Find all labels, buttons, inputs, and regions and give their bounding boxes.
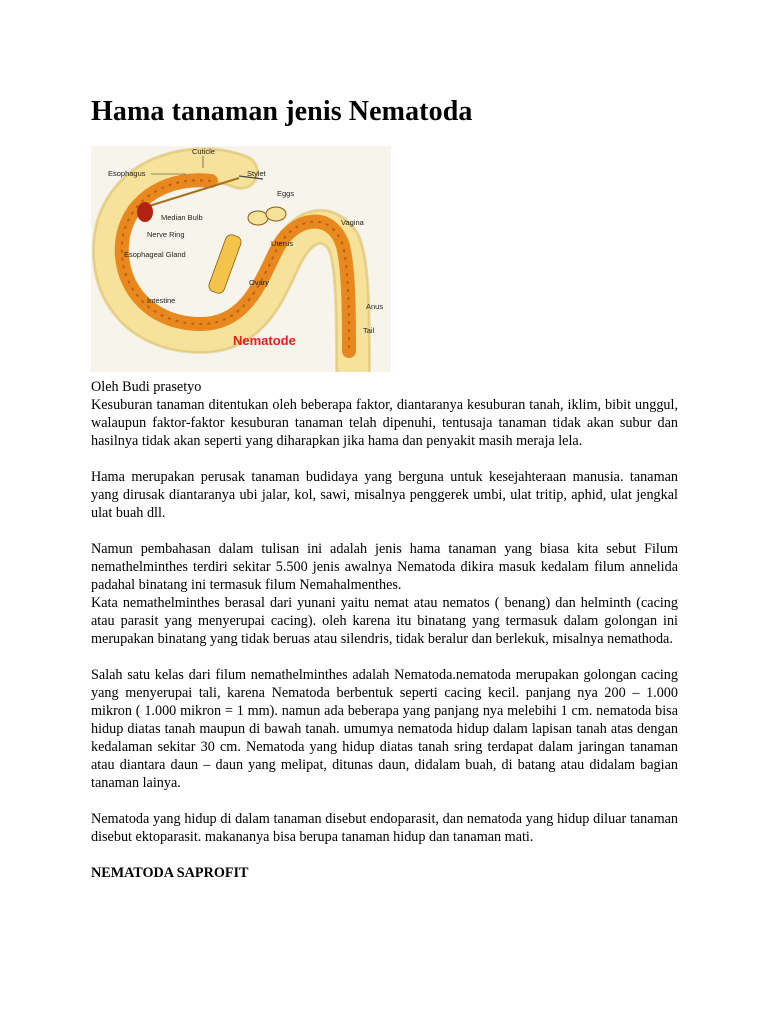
paragraph-pests: Hama merupakan perusak tanaman budidaya yang berguna untuk kesejahteraan manusia. tanaman yang dirusak diantaranya ubi jalar, kol, sawi, misalnya penggerek umbi, ulat tritip, aphid, ulat jengkal ulat buah dll. (91, 469, 678, 521)
svg-text:Tail: Tail (363, 326, 375, 335)
svg-text:Nematode: Nematode (233, 333, 296, 348)
section-heading: NEMATODA SAPROFIT (91, 865, 249, 881)
svg-text:Eggs: Eggs (277, 189, 295, 198)
document-content (91, 94, 678, 882)
svg-text:Esophagus: Esophagus (108, 169, 146, 178)
svg-text:Intestine: Intestine (147, 296, 176, 305)
median-bulb-shape (137, 202, 153, 222)
paragraph-filum: Namun pembahasan dalam tulisan ini adalah jenis hama tanaman yang biasa kita sebut Filum nemathelminthes terdiri sekitar 5.500 jenis awalnya Nematoda dikira masuk kedalam filum annelida padahal binatang ini termasuk filum Nemahalmenthes. (91, 541, 678, 593)
svg-text:Esophageal Gland: Esophageal Gland (124, 250, 186, 259)
svg-text:Uterus: Uterus (271, 239, 294, 248)
paragraph-parasites: Nematoda yang hidup di dalam tanaman disebut endoparasit, dan nematoda yang hidup diluar tanaman disebut ektoparasit. makananya bisa berupa tanaman hidup dan tanaman mati. (91, 811, 678, 845)
svg-text:Median Bulb: Median Bulb (161, 213, 203, 222)
nematode-illustration (91, 146, 391, 372)
paragraph-intro: Kesuburan tanaman ditentukan oleh beberapa faktor, diantaranya kesuburan tanah, iklim, bibit unggul, walaupun faktor-faktor kesuburan tanaman telah dipenuhi, tentusaja tanaman tidak akan subur dan hasilnya tidak akan seperti yang diharapkan jika hama dan penyakit masih meraja lela. (91, 397, 678, 449)
paragraph-etymology: Kata nemathelminthes berasal dari yunani yaitu nemat atau nematos ( benang) dan helminth (cacing atau parasit yang menyerupai cacing). oleh karena itu binatang yang termasuk dalam golongan ini merupakan binatang yang tidak beruas atau silendris, tidak beralur dan berlekuk, misalnya nemathoda. (91, 595, 678, 647)
svg-text:Anus: Anus (366, 302, 384, 311)
paragraph-class: Salah satu kelas dari filum nemathelminthes adalah Nematoda.nematoda merupakan golongan cacing yang menyerupai tali, karena Nematoda berbentuk seperti cacing kecil. panjang nya 200 – 1.000 mikron ( 1.000 mikron = 1 mm). namun ada beberapa yang panjang nya melebihi 1 cm. nematoda bisa hidup diatas tanah maupun di bawah tanah. umumya nematoda hidup dalam lapisan tanah atas dengan kedalaman sekitar 30 cm. Nematoda yang hidup diatas tanah sring terdapat dalam jaringan tanaman atau diantara daun – daun yang melipat, ditunas daun, didalam buah, di batang atau didalam bagian tanaman lainya. (91, 667, 678, 791)
nematode-diagram (91, 146, 391, 372)
svg-text:Cuticle: Cuticle (192, 147, 215, 156)
svg-text:Stylet: Stylet (247, 169, 266, 178)
svg-text:Ovary: Ovary (249, 278, 270, 287)
svg-text:Vagina: Vagina (341, 218, 364, 227)
page-title: Hama tanaman jenis Nematoda (91, 96, 473, 127)
author-line: Oleh Budi prasetyo (91, 379, 202, 395)
svg-text:Nerve Ring: Nerve Ring (147, 230, 185, 239)
